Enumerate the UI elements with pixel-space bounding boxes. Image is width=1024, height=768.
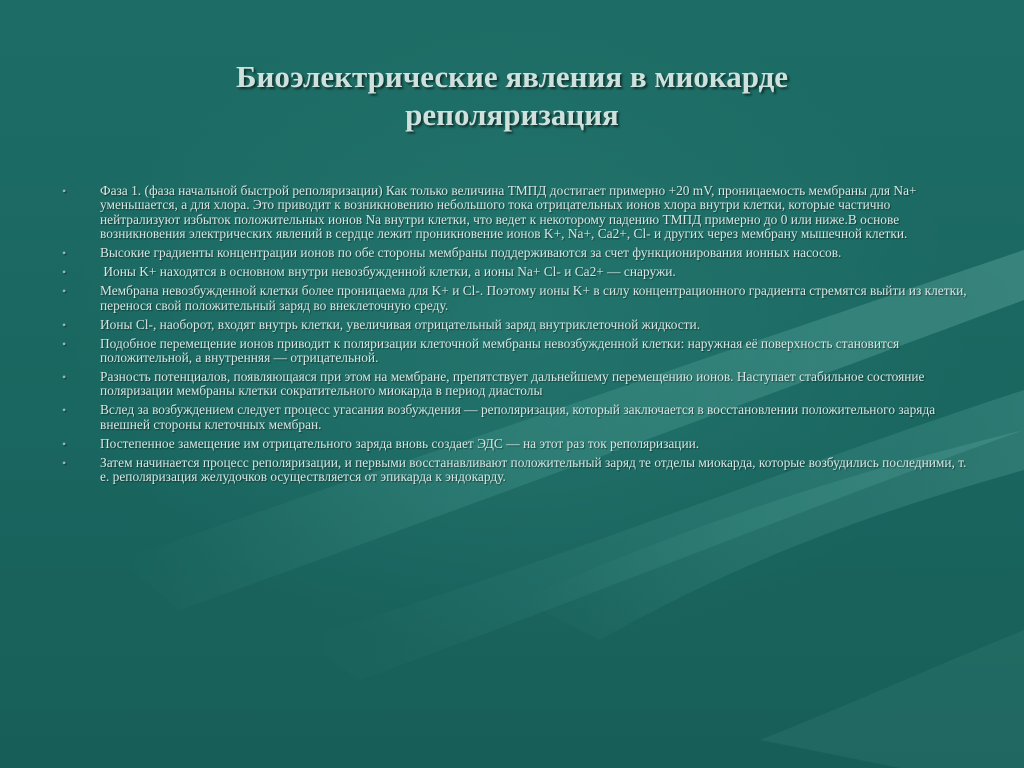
bullet-icon: •	[62, 246, 67, 261]
bullet-icon: •	[62, 436, 67, 451]
bullet-icon: •	[62, 455, 67, 470]
bullet-text: Разность потенциалов, появляющаяся при этом на мембране, препятствует дальнейшему перемещению ионов. Наступает стабильное состояние поляризации мембраны клетки сократительного миокарда в период диастолы	[100, 369, 925, 399]
bullet-icon: •	[62, 184, 67, 198]
slide-title-line-2: реполяризация	[405, 97, 619, 132]
slide-title-line-1: Биоэлектрические явления в миокарде	[235, 59, 789, 94]
bullet-icon: •	[62, 370, 67, 385]
bullet-text: Высокие градиенты концентрации ионов по обе стороны мембраны поддерживаются за счет функционирования ионных насосов.	[100, 245, 842, 261]
bullet-icon: •	[62, 336, 67, 351]
bullet-item	[62, 284, 972, 313]
bullet-icon: •	[62, 317, 67, 332]
bullet-item	[62, 437, 972, 451]
bullet-icon: •	[62, 284, 67, 299]
bullet-text: Мембрана невозбужденной клетки более проницаема для K+ и Cl-. Поэтому ионы K+ в силу концентрационного градиента стремятся выйти из клетки, перенося свой положительный заряд во внеклеточную среду.	[100, 283, 967, 313]
bullet-item	[62, 265, 972, 279]
bullet-item	[62, 184, 972, 242]
bullet-text: Ионы Cl-, наоборот, входят внутрь клетки, увеличивая отрицательный заряд внутриклеточной жидкости.	[100, 316, 701, 332]
bullet-text: Ионы K+ находятся в основном внутри невозбужденной клетки, а ионы Na+ Cl- и Ca2+ — снаружи.	[100, 264, 676, 280]
bullet-item	[62, 370, 972, 399]
bullet-text: Подобное перемещение ионов приводит к поляризации клеточной мембраны невозбужденной клетки: наружная её поверхность становится положительной, а внутренняя — отрицательной.	[100, 335, 900, 366]
bullet-item	[62, 246, 972, 260]
bullet-text: Постепенное замещение им отрицательного заряда вновь создает ЭДС — на этот раз ток реполяризации.	[100, 435, 700, 451]
bullet-item	[62, 318, 972, 332]
bullet-item	[62, 337, 972, 366]
slide-title	[112, 58, 912, 134]
bullet-text: Вслед за возбуждением следует процесс угасания возбуждения — реполяризация, который заключается в восстановлении положительного заряда внешней стороны клеточных мембран.	[100, 402, 936, 432]
bullet-text: Затем начинается процесс реполяризации, и первыми восстанавливают положительный заряд те отделы миокарда, которые возбудились последними, т. е. реполяризация желудочков осуществляется от эпикарда к эндокарду.	[100, 454, 967, 485]
bullet-item	[62, 456, 972, 485]
bullet-list	[62, 184, 972, 489]
bullet-icon: •	[62, 403, 67, 418]
bullet-item	[62, 403, 972, 432]
bullet-icon: •	[62, 265, 67, 280]
bullet-text: Фаза 1. (фаза начальной быстрой реполяризации) Как только величина ТМПД достигает примерно +20 mV, проницаемость мембраны для Na+ уменьшается, а для хлора. Это приводит к возникновению небольшого тока отрицательных ионов хлора внутри клетки, которые частично нейтрализуют избыток положительных ионов Na внутри клетки, что ведет к некоторому падению ТМПД примерно до 0 или ниже.В основе возникновения электрических явлений в сердце лежит проникновение ионов K+, Na+, Ca2+, Cl- и других через мембрану мышечной клетки.	[100, 183, 917, 242]
